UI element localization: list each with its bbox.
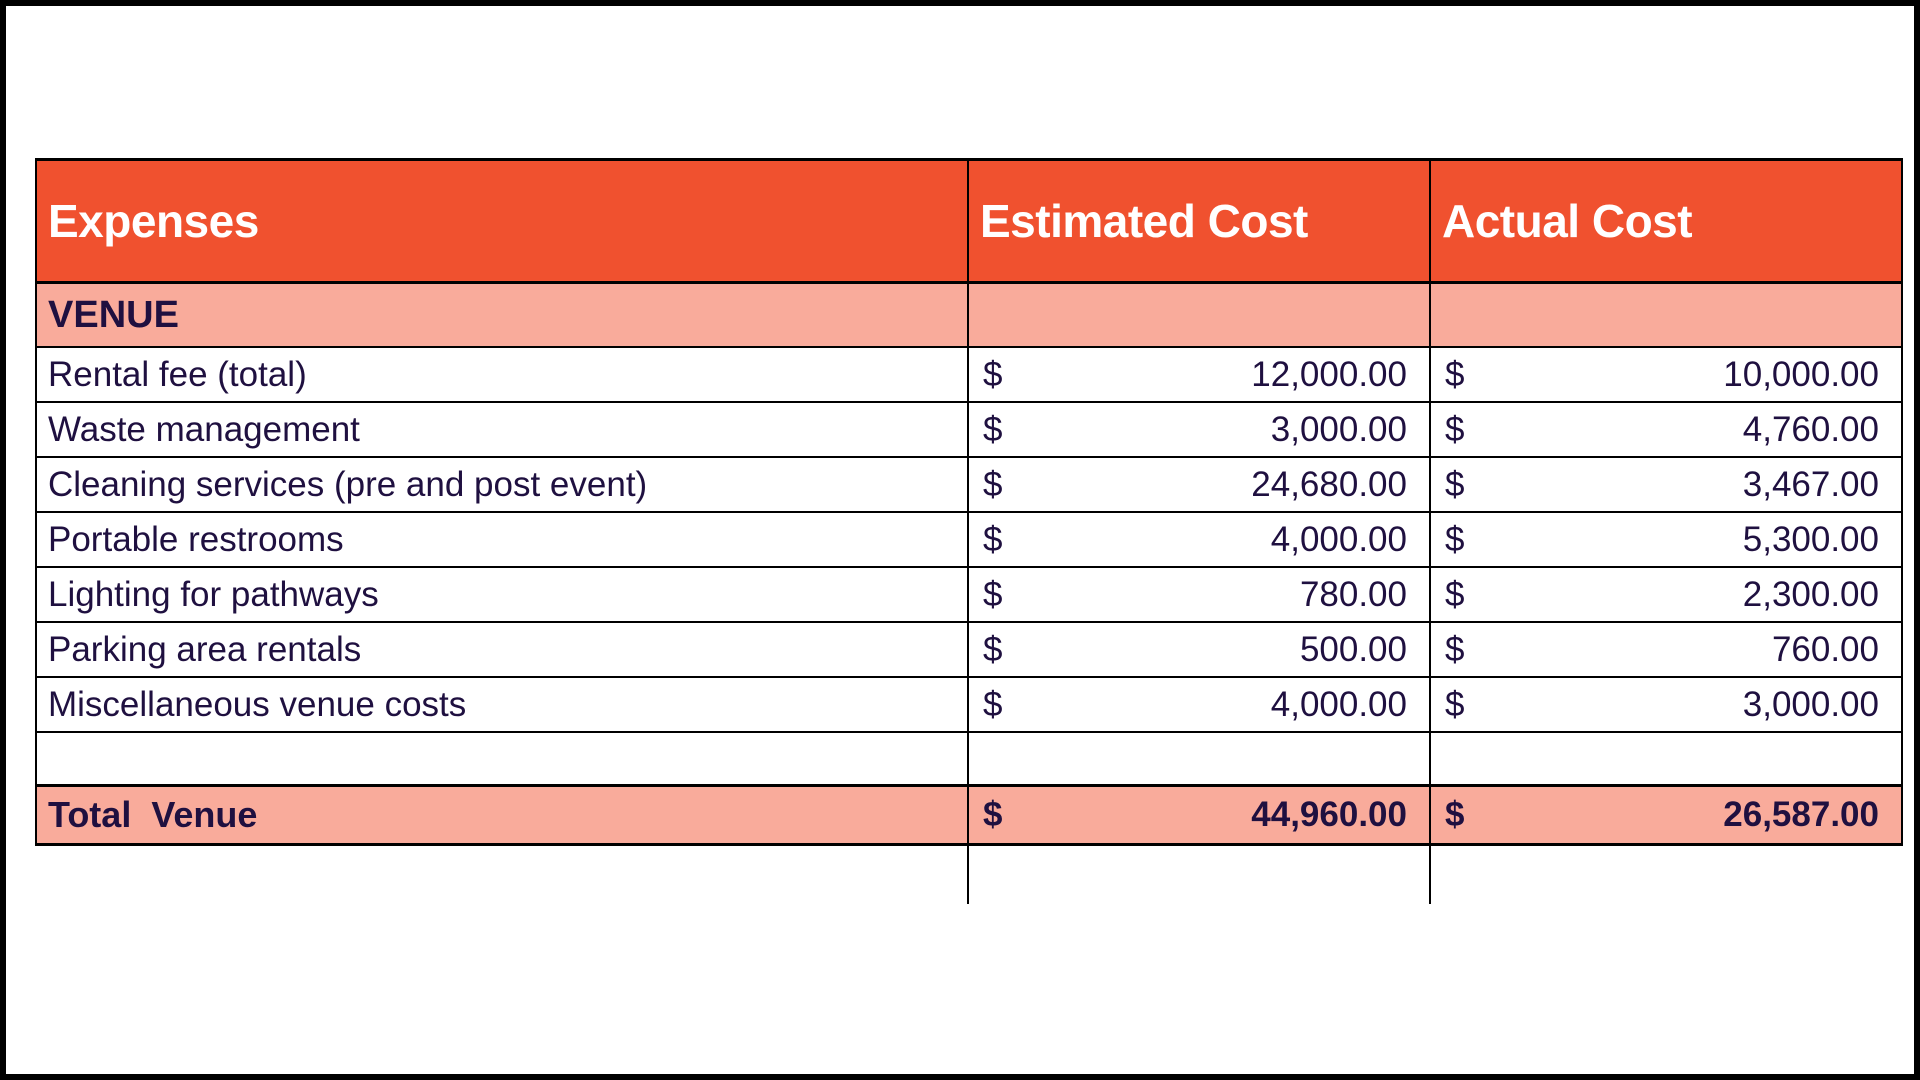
currency-symbol: $ [983, 354, 1003, 394]
total-row [35, 784, 1903, 846]
currency-symbol: $ [983, 519, 1003, 559]
estimated-cost-value: 12,000.00 [1251, 354, 1407, 394]
expense-label[interactable]: Miscellaneous venue costs [35, 678, 969, 731]
estimated-cost-value: 3,000.00 [1270, 409, 1407, 449]
currency-symbol: $ [983, 409, 1003, 449]
actual-cost-cell[interactable] [1431, 348, 1903, 401]
actual-cost-value: 5,300.00 [1742, 519, 1879, 559]
currency-symbol: $ [1445, 684, 1465, 724]
currency-symbol: $ [1445, 519, 1465, 559]
expense-label[interactable]: Rental fee (total) [35, 348, 969, 401]
actual-cost-value: 10,000.00 [1723, 354, 1879, 394]
total-actual-value: 26,587.00 [1723, 795, 1879, 834]
empty-cell[interactable] [969, 846, 1431, 904]
actual-cost-cell[interactable] [1431, 568, 1903, 621]
empty-cell[interactable] [969, 733, 1431, 784]
empty-cell[interactable] [1431, 846, 1903, 904]
estimated-cost-value: 780.00 [1299, 574, 1407, 614]
trailing-row [35, 846, 1903, 904]
estimated-cost-value: 24,680.00 [1251, 464, 1407, 504]
table-row [35, 513, 1903, 568]
currency-symbol: $ [1445, 354, 1465, 394]
table-row [35, 568, 1903, 623]
currency-symbol: $ [983, 795, 1003, 834]
empty-cell[interactable] [35, 733, 969, 784]
expense-label[interactable]: Portable restrooms [35, 513, 969, 566]
estimated-cost-cell[interactable] [969, 623, 1431, 676]
actual-cost-value: 4,760.00 [1742, 409, 1879, 449]
column-header-estimated-cost[interactable]: Estimated Cost [969, 161, 1431, 281]
actual-cost-value: 3,000.00 [1742, 684, 1879, 724]
actual-cost-cell[interactable] [1431, 403, 1903, 456]
table-row [35, 623, 1903, 678]
table-row [35, 678, 1903, 733]
table-row [35, 348, 1903, 403]
expense-label[interactable]: Parking area rentals [35, 623, 969, 676]
currency-symbol: $ [983, 684, 1003, 724]
estimated-cost-cell[interactable] [969, 678, 1431, 731]
empty-cell[interactable] [35, 846, 969, 904]
estimated-cost-cell[interactable] [969, 348, 1431, 401]
estimated-cost-cell[interactable] [969, 568, 1431, 621]
estimated-cost-cell[interactable] [969, 458, 1431, 511]
currency-symbol: $ [983, 629, 1003, 669]
actual-cost-value: 3,467.00 [1742, 464, 1879, 504]
column-header-actual-cost[interactable]: Actual Cost [1431, 161, 1903, 281]
currency-symbol: $ [1445, 409, 1465, 449]
currency-symbol: $ [1445, 574, 1465, 614]
actual-cost-cell[interactable] [1431, 458, 1903, 511]
expense-label[interactable]: Waste management [35, 403, 969, 456]
estimated-cost-value: 4,000.00 [1270, 684, 1407, 724]
actual-cost-value: 2,300.00 [1742, 574, 1879, 614]
table-header-row [35, 158, 1903, 284]
section-row-venue [35, 284, 1903, 348]
currency-symbol: $ [1445, 629, 1465, 669]
currency-symbol: $ [1445, 795, 1465, 834]
column-header-expenses[interactable]: Expenses [35, 161, 969, 281]
expenses-table [35, 158, 1903, 904]
actual-cost-value: 760.00 [1771, 629, 1879, 669]
total-actual-cell[interactable] [1431, 787, 1903, 843]
actual-cost-cell[interactable] [1431, 678, 1903, 731]
estimated-cost-cell[interactable] [969, 513, 1431, 566]
currency-symbol: $ [1445, 464, 1465, 504]
table-row [35, 403, 1903, 458]
total-label[interactable]: Total Venue [35, 787, 969, 843]
total-estimated-value: 44,960.00 [1251, 795, 1407, 834]
estimated-cost-cell[interactable] [969, 403, 1431, 456]
section-label-venue[interactable]: VENUE [35, 284, 969, 346]
estimated-cost-value: 500.00 [1299, 629, 1407, 669]
currency-symbol: $ [983, 574, 1003, 614]
expense-label[interactable]: Lighting for pathways [35, 568, 969, 621]
actual-cost-cell[interactable] [1431, 513, 1903, 566]
estimated-cost-value: 4,000.00 [1270, 519, 1407, 559]
section-cell-actual[interactable] [1431, 284, 1903, 346]
expense-label[interactable]: Cleaning services (pre and post event) [35, 458, 969, 511]
section-cell-estimated[interactable] [969, 284, 1431, 346]
actual-cost-cell[interactable] [1431, 623, 1903, 676]
currency-symbol: $ [983, 464, 1003, 504]
table-row [35, 458, 1903, 513]
empty-cell[interactable] [1431, 733, 1903, 784]
empty-row [35, 733, 1903, 784]
total-estimated-cell[interactable] [969, 787, 1431, 843]
